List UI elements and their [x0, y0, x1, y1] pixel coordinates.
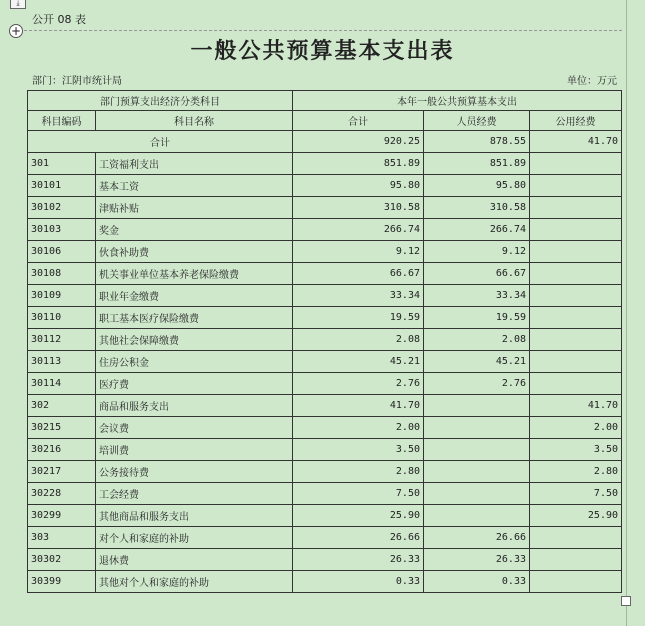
header-column-row: [28, 111, 622, 131]
name-cell[interactable]: 工资福利支出: [96, 153, 293, 175]
public-cell[interactable]: 41.70: [530, 131, 622, 153]
public-cell[interactable]: 2.00: [530, 417, 622, 439]
code-cell[interactable]: 30102: [28, 197, 96, 219]
table-row: [28, 461, 622, 483]
code-cell[interactable]: 302: [28, 395, 96, 417]
total-cell[interactable]: 2.80: [293, 461, 424, 483]
total-cell[interactable]: 66.67: [293, 263, 424, 285]
personnel-cell[interactable]: 0.33: [424, 571, 530, 593]
code-cell[interactable]: 30302: [28, 549, 96, 571]
personnel-cell[interactable]: 851.89: [424, 153, 530, 175]
personnel-cell[interactable]: 9.12: [424, 241, 530, 263]
public-cell[interactable]: [530, 241, 622, 263]
public-cell[interactable]: [530, 329, 622, 351]
code-cell[interactable]: 301: [28, 153, 96, 175]
table-row: [28, 439, 622, 461]
code-cell[interactable]: 30109: [28, 285, 96, 307]
public-cell[interactable]: 25.90: [530, 505, 622, 527]
name-cell[interactable]: 其他社会保障缴费: [96, 329, 293, 351]
public-cell[interactable]: [530, 307, 622, 329]
public-cell[interactable]: 3.50: [530, 439, 622, 461]
code-cell[interactable]: 30101: [28, 175, 96, 197]
name-cell[interactable]: 对个人和家庭的补助: [96, 527, 293, 549]
personnel-cell[interactable]: 19.59: [424, 307, 530, 329]
public-cell[interactable]: [530, 285, 622, 307]
name-cell[interactable]: 奖金: [96, 219, 293, 241]
department-label: 部门：江阴市统计局: [32, 76, 122, 87]
header-name[interactable]: 科目名称: [96, 111, 293, 131]
total-cell[interactable]: 920.25: [293, 131, 424, 153]
name-cell[interactable]: 会议费: [96, 417, 293, 439]
name-cell[interactable]: 医疗费: [96, 373, 293, 395]
table-row: [28, 153, 622, 175]
total-cell[interactable]: 3.50: [293, 439, 424, 461]
budget-table: [27, 90, 622, 593]
personnel-cell[interactable]: 33.34: [424, 285, 530, 307]
page-title: 一般公共预算基本支出表: [190, 38, 455, 64]
public-cell[interactable]: [530, 197, 622, 219]
code-cell[interactable]: 30110: [28, 307, 96, 329]
header-public[interactable]: 公用经费: [530, 111, 622, 131]
total-label[interactable]: 合计: [28, 131, 293, 153]
total-cell[interactable]: 95.80: [293, 175, 424, 197]
total-row: [28, 131, 622, 153]
code-cell[interactable]: 30113: [28, 351, 96, 373]
personnel-cell[interactable]: [424, 505, 530, 527]
table-row: [28, 417, 622, 439]
header-group-row: [28, 91, 622, 111]
public-cell[interactable]: [530, 219, 622, 241]
table-row: [28, 197, 622, 219]
table-row: [28, 285, 622, 307]
document-label: 公开 08 表: [32, 13, 86, 26]
total-cell[interactable]: 310.58: [293, 197, 424, 219]
table-row: [28, 307, 622, 329]
code-cell[interactable]: 30299: [28, 505, 96, 527]
total-cell[interactable]: 851.89: [293, 153, 424, 175]
table-row: [28, 329, 622, 351]
personnel-cell[interactable]: [424, 461, 530, 483]
unit-label: 单位：万元: [567, 76, 617, 87]
code-cell[interactable]: 30217: [28, 461, 96, 483]
code-cell[interactable]: 30103: [28, 219, 96, 241]
total-cell[interactable]: 25.90: [293, 505, 424, 527]
total-cell[interactable]: 26.66: [293, 527, 424, 549]
table-row: [28, 527, 622, 549]
table-row: [28, 373, 622, 395]
total-cell[interactable]: 7.50: [293, 483, 424, 505]
code-cell[interactable]: 30112: [28, 329, 96, 351]
name-cell[interactable]: 培训费: [96, 439, 293, 461]
total-cell[interactable]: 266.74: [293, 219, 424, 241]
personnel-cell[interactable]: 310.58: [424, 197, 530, 219]
table-resize-handle[interactable]: [621, 596, 631, 606]
table-row: [28, 505, 622, 527]
code-cell[interactable]: 30108: [28, 263, 96, 285]
total-cell[interactable]: 26.33: [293, 549, 424, 571]
table-row: [28, 241, 622, 263]
public-cell[interactable]: [530, 373, 622, 395]
code-cell[interactable]: 30399: [28, 571, 96, 593]
personnel-cell[interactable]: 66.67: [424, 263, 530, 285]
name-cell[interactable]: 机关事业单位基本养老保险缴费: [96, 263, 293, 285]
total-cell[interactable]: 41.70: [293, 395, 424, 417]
total-cell[interactable]: 45.21: [293, 351, 424, 373]
personnel-cell[interactable]: 2.76: [424, 373, 530, 395]
total-cell[interactable]: 2.08: [293, 329, 424, 351]
public-cell[interactable]: [530, 571, 622, 593]
table-move-handle-icon[interactable]: +: [10, 24, 22, 38]
personnel-cell[interactable]: 95.80: [424, 175, 530, 197]
name-cell[interactable]: 基本工资: [96, 175, 293, 197]
personnel-cell[interactable]: 45.21: [424, 351, 530, 373]
header-group-right[interactable]: 本年一般公共预算基本支出: [293, 91, 622, 111]
name-cell[interactable]: 公务接待费: [96, 461, 293, 483]
personnel-cell[interactable]: 26.33: [424, 549, 530, 571]
name-cell[interactable]: 工会经费: [96, 483, 293, 505]
code-cell[interactable]: 30215: [28, 417, 96, 439]
table-row: [28, 549, 622, 571]
table-guide-line: [24, 30, 622, 31]
personnel-cell[interactable]: [424, 439, 530, 461]
personnel-cell[interactable]: [424, 417, 530, 439]
public-cell[interactable]: [530, 153, 622, 175]
header-group-left[interactable]: 部门预算支出经济分类科目: [28, 91, 293, 111]
code-cell[interactable]: 30114: [28, 373, 96, 395]
total-cell[interactable]: 0.33: [293, 571, 424, 593]
table-row: [28, 395, 622, 417]
personnel-cell[interactable]: 878.55: [424, 131, 530, 153]
code-cell[interactable]: 30216: [28, 439, 96, 461]
header-code[interactable]: 科目编码: [28, 111, 96, 131]
personnel-cell[interactable]: 26.66: [424, 527, 530, 549]
name-cell[interactable]: 其他对个人和家庭的补助: [96, 571, 293, 593]
public-cell[interactable]: 41.70: [530, 395, 622, 417]
table-row: [28, 483, 622, 505]
personnel-cell[interactable]: [424, 395, 530, 417]
name-cell[interactable]: 津贴补贴: [96, 197, 293, 219]
table-row: [28, 219, 622, 241]
personnel-cell[interactable]: [424, 483, 530, 505]
header-personnel[interactable]: 人员经费: [424, 111, 530, 131]
code-cell[interactable]: 303: [28, 527, 96, 549]
public-cell[interactable]: [530, 263, 622, 285]
personnel-cell[interactable]: 2.08: [424, 329, 530, 351]
table-row: [28, 175, 622, 197]
public-cell[interactable]: [530, 175, 622, 197]
code-cell[interactable]: 30228: [28, 483, 96, 505]
public-cell[interactable]: [530, 527, 622, 549]
personnel-cell[interactable]: 266.74: [424, 219, 530, 241]
total-cell[interactable]: 2.76: [293, 373, 424, 395]
total-cell[interactable]: 19.59: [293, 307, 424, 329]
table-row: [28, 571, 622, 593]
corner-mark-icon[interactable]: ⤓: [10, 0, 26, 9]
page-edge: [626, 0, 627, 626]
table-row: [28, 351, 622, 373]
public-cell[interactable]: [530, 351, 622, 373]
name-cell[interactable]: 其他商品和服务支出: [96, 505, 293, 527]
name-cell[interactable]: 职业年金缴费: [96, 285, 293, 307]
total-cell[interactable]: 33.34: [293, 285, 424, 307]
table-row: [28, 263, 622, 285]
name-cell[interactable]: 商品和服务支出: [96, 395, 293, 417]
total-cell[interactable]: 2.00: [293, 417, 424, 439]
public-cell[interactable]: [530, 549, 622, 571]
name-cell[interactable]: 职工基本医疗保险缴费: [96, 307, 293, 329]
header-total[interactable]: 合计: [293, 111, 424, 131]
code-cell[interactable]: 30106: [28, 241, 96, 263]
public-cell[interactable]: 2.80: [530, 461, 622, 483]
public-cell[interactable]: 7.50: [530, 483, 622, 505]
name-cell[interactable]: 住房公积金: [96, 351, 293, 373]
total-cell[interactable]: 9.12: [293, 241, 424, 263]
name-cell[interactable]: 退休费: [96, 549, 293, 571]
name-cell[interactable]: 伙食补助费: [96, 241, 293, 263]
